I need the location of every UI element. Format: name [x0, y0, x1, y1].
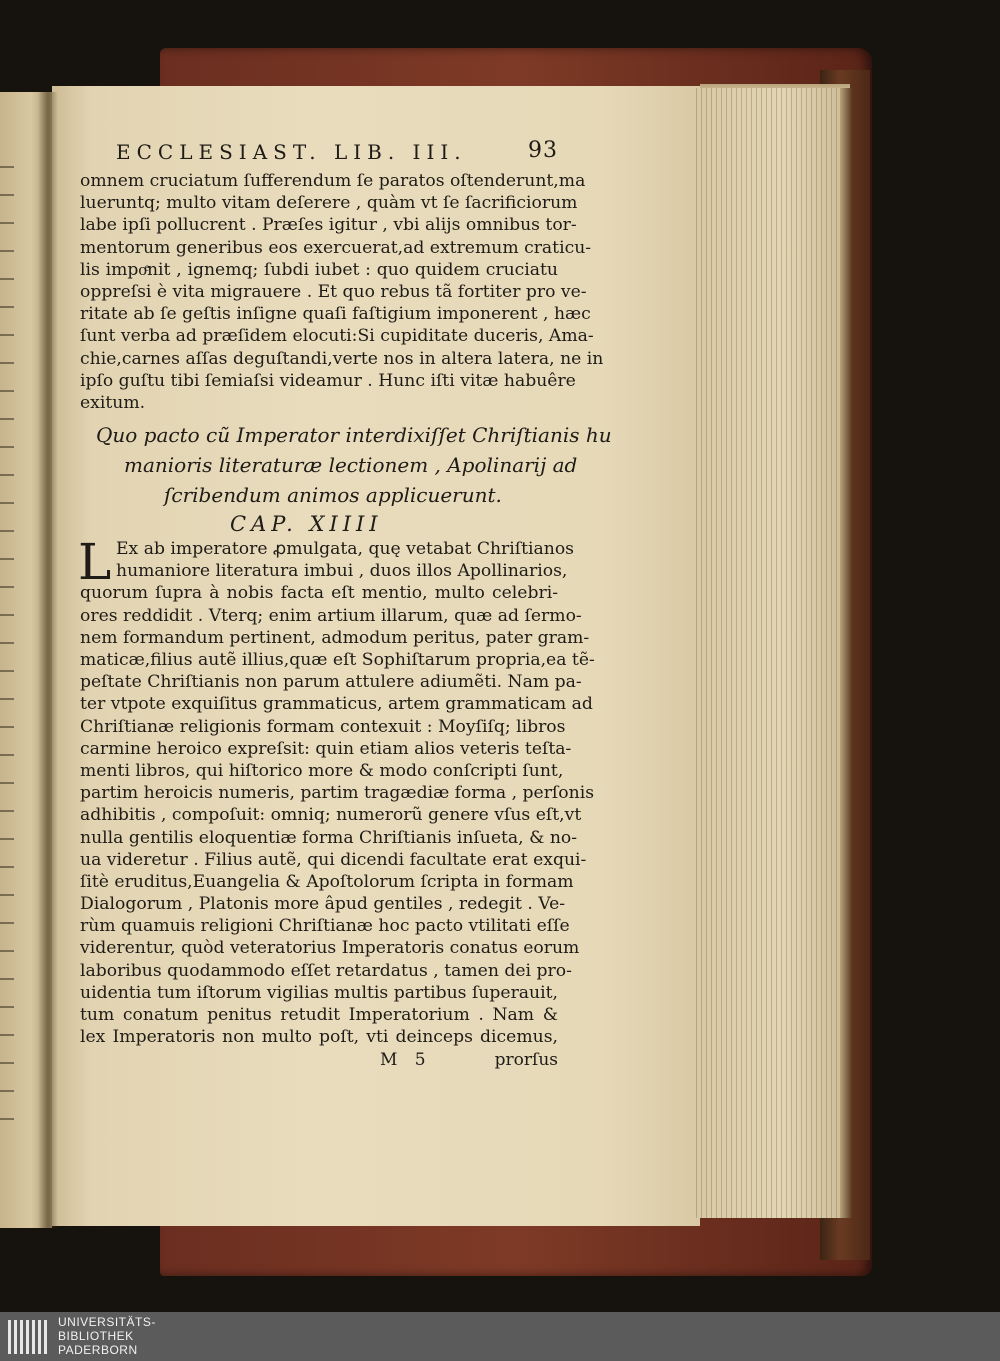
fore-edge-shadow	[840, 88, 852, 1218]
text-line: lex Imperatoris non multo poſt, vti deinceps dicemus,	[80, 1027, 558, 1048]
text-line: nem formandum pertinent, admodum peritus, pater gram-	[80, 627, 590, 648]
running-title: ECCLESIAST. LIB. III.	[116, 140, 467, 164]
text-line: Chriſtianæ religionis formam contexuit : Moyſiſq; libros	[80, 716, 566, 737]
chapter-heading-line: Quo pacto cũ Imperator interdixiſſet Chriſtianis hu	[96, 423, 612, 448]
text-line: viderentur, quòd veteratorius Imperatoris conatus eorum	[80, 938, 580, 959]
chapter-heading-line: ſcribendum animos applicuerunt.	[164, 483, 502, 508]
text-line: oppreſsi è vita migrauere . Et quo rebus tã fortiter pro ve-	[80, 281, 587, 302]
body-text-chapter	[78, 533, 595, 1048]
text-line: humaniore literatura imbui , duos illos Apollinarios,	[116, 561, 568, 582]
library-name-line: BIBLIOTHEK	[58, 1329, 134, 1343]
text-line: ſitè eruditus,Euangelia & Apoſtolorum ſcripta in formam	[80, 871, 574, 892]
fore-edge-leaves	[696, 88, 840, 1218]
text-line: uidentia tum iſtorum vigilias multis partibus ſuperauit,	[80, 982, 558, 1003]
body-text-top	[80, 170, 604, 414]
text-line: ores reddidit . Vterq; enim artium illarum, quæ ad ſermo-	[80, 605, 582, 626]
text-line: carmine heroico expreſsit: quin etiam alios veteris teſta-	[80, 738, 572, 759]
text-line: rùm quamuis religioni Chriſtianæ hoc pacto vtilitati eſſe	[80, 916, 570, 937]
text-line: lueruntq; multo vitam deſerere , quàm vt ſe ſacrificiorum	[80, 193, 578, 214]
page-foot	[80, 1048, 558, 1072]
text-line: peſtate Chriſtianis non parum attulere adiumẽti. Nam pa-	[80, 672, 582, 693]
text-line: Dialogorum , Platonis more âpud gentiles , redegit . Ve-	[80, 894, 566, 915]
text-line: laboribus quodammodo eſſet retardatus , tamen dei pro-	[80, 960, 572, 981]
text-line: exitum.	[80, 392, 146, 413]
text-line: tum conatum penitus retudit Imperatorium . Nam &	[80, 1005, 558, 1025]
library-name	[58, 1315, 156, 1357]
text-line: ua videretur . Filius autẽ, qui dicendi facultate erat exqui-	[80, 849, 587, 870]
signature-mark: M 5	[380, 1050, 432, 1071]
library-name-line: PADERBORN	[58, 1343, 138, 1357]
text-line: maticæ,filius autẽ illius,quæ eſt Sophiſtarum propria,ea tẽ-	[80, 650, 595, 670]
text-line: labe ipſi pollucrent . Præſes igitur , vbi alijs omnibus tor-	[80, 215, 577, 236]
text-line: ter vtpote exquiſitus grammaticus, artem grammaticam ad	[80, 694, 593, 715]
chapter-heading-line: manioris literaturæ lectionem , Apolinarij ad	[124, 453, 578, 478]
text-line: adhibitis , compoſuit: omniq; numerorũ genere vſus eſt,vt	[80, 805, 582, 826]
text-line: ritate ab ſe geſtis inſigne quaſi faſtigium imponerent , hæc	[80, 304, 591, 325]
text-line: chie,carnes aſſas deguſtandi,verte nos in altera latera, ne in	[80, 348, 604, 369]
text-line: omnem cruciatum ſufferendum ſe paratos oſtenderunt,ma	[80, 171, 586, 191]
library-logo-icon	[6, 1316, 50, 1358]
text-line: ſunt verba ad præſidem elocuti:Si cupiditate duceris, Ama-	[80, 326, 594, 347]
text-line: menti libros, qui hiſtorico more & modo conſcripti ſunt,	[80, 760, 564, 781]
chapter-number: CAP. XIIII	[230, 512, 383, 537]
library-name-line: UNIVERSITÄTS-	[58, 1315, 156, 1329]
page-number: 93	[528, 138, 558, 163]
page-gutter	[38, 92, 58, 1228]
text-block	[78, 136, 612, 1072]
text-line: partim heroicis numeris, partim tragædiæ forma , perſonis	[80, 783, 595, 804]
text-line: ipſo guſtu tibi ſemiaſsi videamur . Hunc iſti vitæ habuêre	[80, 370, 576, 391]
text-line: Ex ab imperatore ꝓmulgata, quę vetabat Chriſtianos	[116, 539, 575, 560]
chapter-heading	[80, 420, 612, 510]
running-head	[80, 136, 558, 170]
drop-cap: L	[78, 533, 112, 592]
library-footer	[0, 1312, 1000, 1361]
text-line: lis impoͤnit , ignemq; ſubdi iubet : quo quidem cruciatu	[80, 259, 558, 280]
facing-page-text-trace	[0, 140, 14, 1140]
text-line: mentorum generibus eos exercuerat,ad extremum craticu-	[80, 237, 592, 258]
text-line: nulla gentilis eloquentiæ forma Chriſtianis inſueta, & no-	[80, 827, 578, 848]
text-line: quorum ſupra à nobis facta eſt mentio, multo celebri-	[80, 583, 558, 604]
catchword: prorſus	[494, 1050, 558, 1071]
